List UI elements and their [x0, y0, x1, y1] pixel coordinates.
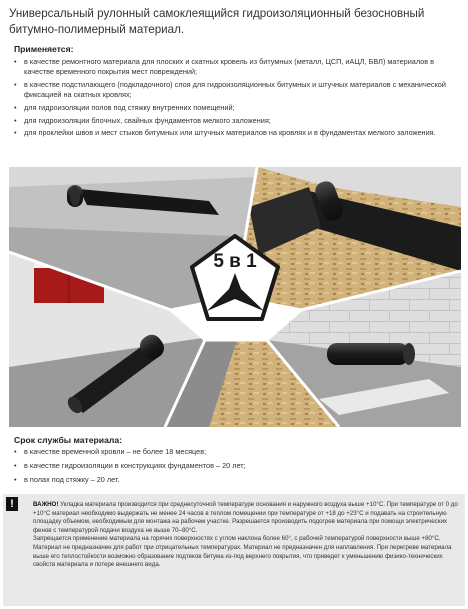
warning-box — [3, 494, 465, 606]
warning-paragraph: Запрещается применение материала на горячих поверхностях с углом наклона более 60°, с рабочей температурой поверхности выше +80°С. — [33, 535, 441, 543]
warning-lead: ВАЖНО! — [33, 501, 59, 508]
list-item: • в качестве гидроизоляции в конструкциях фундаментов – 20 лет; — [14, 461, 454, 471]
service-life-list — [14, 447, 454, 488]
intro-text: Универсальный рулонный самоклеящийся гидроизоляционный безосновный битумно-полимерный материал. — [9, 7, 425, 36]
warning-paragraph: Укладка материала производится при среднесуточной температуре основания и наружного воздуха выше +10°С. При температуре от 0 до +10°С материал необходимо выдержать не менее 24 часов в теплом помещении при температуре от +18 до +23°С и подавать на строительную площадку объемом, необходимым для монтажа на рабочем участке. Разрешается производить подогрев материала при помощи электрических фенов с температурой подачи воздуха не выше 70–80°С. — [33, 501, 458, 534]
applications-list — [14, 57, 454, 141]
list-item: • в полах под стяжку – 20 лет. — [14, 475, 454, 485]
warning-text — [33, 501, 461, 570]
applications-heading: Применяется: — [14, 44, 74, 54]
list-item: • для проклейки швов и мест стыков битумных или штучных материалов на кровлях и в фундаментах мелкого заложения. — [14, 128, 454, 138]
exclamation-icon: ! — [6, 497, 18, 511]
service-life-heading: Срок службы материала: — [14, 435, 122, 445]
list-item: • для гидроизоляции блочных, свайных фундаментов мелкого заложения; — [14, 116, 454, 126]
application-collage — [9, 167, 461, 427]
badge-label: 5 в 1 — [213, 251, 257, 272]
list-item: • в качестве подстилающего (подкладочного) слоя для гидроизоляционных битумных и штучных материалов с механической фиксацией на скатных кровлях; — [14, 80, 454, 101]
list-item: • в качестве временной кровли – не более 18 месяцев; — [14, 447, 454, 457]
list-item: • в качестве ремонтного материала для плоских и скатных кровель из битумных (металл, ЦСП, иАЦЛ, БВЛ) материалов в качестве временного покрытия мест повреждений; — [14, 57, 454, 78]
warning-paragraph: Материал не предназначен для работ при отрицательных температурах. Материал не предназначен для наплавления. При перегреве материала выше его теплостойкости возможно образование подтеков битума из-под верхнего покрытия, что приведет к уменьшению физико-технических свойств материала и потере внешнего вида. — [33, 543, 452, 569]
list-item: • для гидроизоляции полов под стяжку внутренних помещений; — [14, 103, 454, 113]
